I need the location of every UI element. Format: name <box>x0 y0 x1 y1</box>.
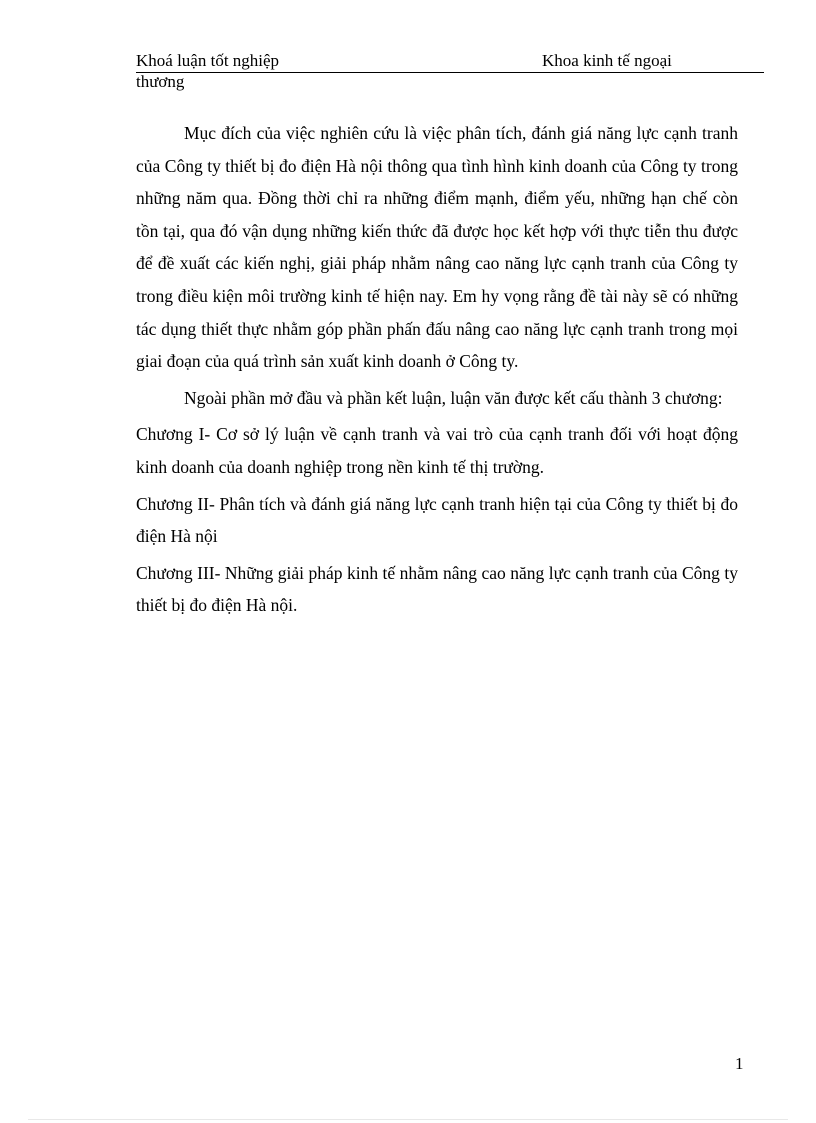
page-number: 1 <box>735 1054 744 1073</box>
paragraph-structure: Ngoài phần mở đầu và phần kết luận, luận văn được kết cấu thành 3 chương: <box>184 387 723 408</box>
page-header <box>136 50 764 73</box>
chapter-2-summary: Chương II- Phân tích và đánh giá năng lực cạnh tranh hiện tại của Công ty thiết bị đo điện Hà nội <box>136 493 738 547</box>
page-bottom-divider <box>28 1119 788 1120</box>
chapter-3-summary: Chương III- Những giải pháp kinh tế nhằm nâng cao năng lực cạnh tranh của Công ty thiết bị đo điện Hà nội. <box>136 562 738 616</box>
header-faculty: Khoa kinh tế ngoại <box>542 51 672 70</box>
header-thesis-title: Khoá luận tốt nghiệp <box>136 51 280 70</box>
body-text <box>136 117 738 622</box>
paragraph-purpose: Mục đích của việc nghiên cứu là việc phân tích, đánh giá năng lực cạnh tranh của Công ty thiết bị đo điện Hà nội thông qua tình hình kinh doanh của Công ty trong những năm qua. Đồng thời chỉ ra những điểm mạnh, điểm yếu, những hạn chế còn tồn tại, qua đó vận dụng những kiến thức đã được học kết hợp với thực tiễn thu được để đề xuất các kiến nghị, giải pháp nhằm nâng cao năng lực cạnh tranh của Công ty trong điều kiện môi trường kinh tế hiện nay. Em hy vọng rằng đề tài này sẽ có những tác dụng thiết thực nhằm góp phần phấn đấu nâng cao năng lực cạnh tranh trong mọi giai đoạn của quá trình sản xuất kinh doanh ở Công ty. <box>136 123 738 372</box>
chapter-1-summary: Chương I- Cơ sở lý luận về cạnh tranh và vai trò của cạnh tranh đối với hoạt động kinh doanh của doanh nghiệp trong nền kinh tế thị trường. <box>136 424 738 477</box>
header-faculty-continuation: thương <box>136 72 185 91</box>
